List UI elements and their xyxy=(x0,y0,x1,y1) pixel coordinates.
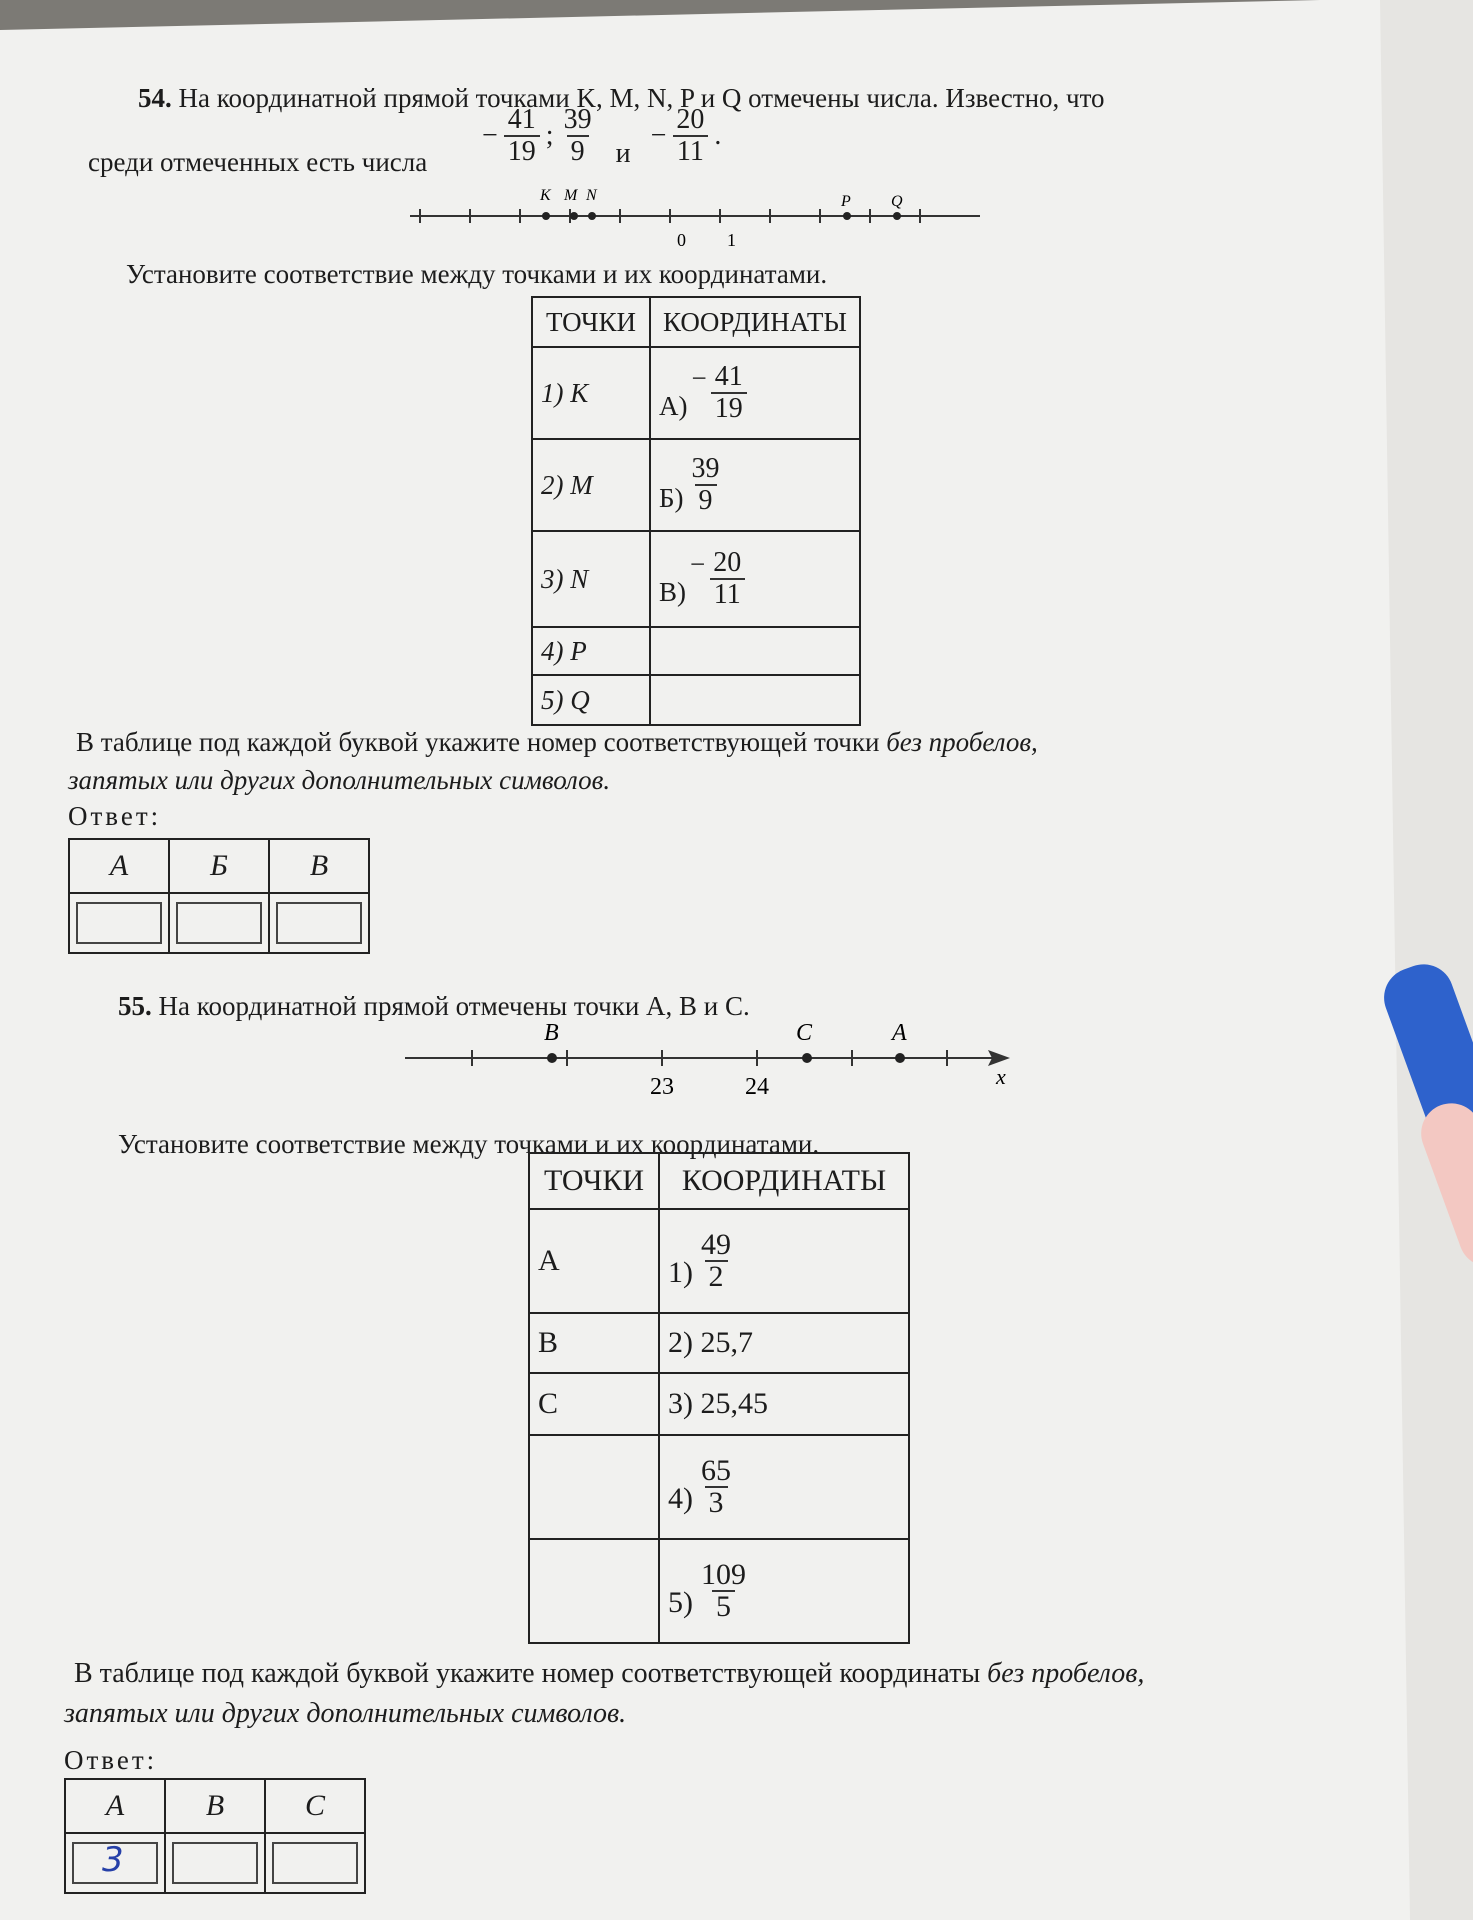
option-label: В) xyxy=(659,577,686,607)
label-23: 23 xyxy=(650,1074,674,1100)
label-24: 24 xyxy=(745,1074,769,1100)
frac2 xyxy=(560,105,596,167)
answer-cell[interactable] xyxy=(265,1833,365,1893)
table-row xyxy=(529,1435,909,1539)
frac3-num: 20 xyxy=(676,104,705,135)
answer-header-a: А xyxy=(69,839,169,893)
label-one: 1 xyxy=(727,230,736,250)
label-x: x xyxy=(996,1064,1006,1089)
header-points: ТОЧКИ xyxy=(532,297,650,347)
task54-note-line1 xyxy=(76,726,1038,758)
task55-statement xyxy=(118,990,750,1022)
answer-header-b: В xyxy=(165,1779,265,1833)
option-den: 3 xyxy=(705,1486,728,1518)
handwritten-answer: 3 xyxy=(102,1840,124,1880)
frac2-den: 9 xyxy=(567,135,589,167)
frac2-num: 39 xyxy=(563,104,592,135)
task54-text2: среди отмеченных есть числа xyxy=(88,147,428,177)
option-num: 20 xyxy=(713,547,742,578)
end-dot: . xyxy=(714,120,722,151)
option-den: 2 xyxy=(705,1260,728,1292)
answer-header-v: В xyxy=(269,839,369,893)
task55-answer-label: Ответ: xyxy=(64,1745,158,1775)
option-num: 41 xyxy=(714,361,743,392)
label-B: B xyxy=(544,1020,559,1046)
task54-number-line xyxy=(400,180,1000,260)
task55-text: На координатной прямой отмечены точки А, В и С. xyxy=(158,991,750,1021)
option-num: 39 xyxy=(691,453,720,484)
point-A xyxy=(895,1053,905,1063)
option-den: 9 xyxy=(695,484,717,516)
table-row xyxy=(532,627,860,675)
answer-box[interactable] xyxy=(72,1842,158,1884)
frac1 xyxy=(504,105,540,167)
task54-given-numbers xyxy=(482,102,721,170)
table-row xyxy=(529,1373,909,1435)
label-A: A xyxy=(892,1020,907,1046)
task54-number: 54. xyxy=(138,83,172,113)
label-C: C xyxy=(796,1020,813,1046)
option-den: 19 xyxy=(711,392,747,424)
table-row xyxy=(532,439,860,531)
point-P xyxy=(843,212,851,220)
label-M: M xyxy=(564,187,578,204)
frac1-num: 41 xyxy=(507,104,536,135)
option-label: 4) xyxy=(668,1482,693,1515)
point-B xyxy=(547,1053,557,1063)
note-italic: без пробелов, xyxy=(886,727,1038,757)
row-point: C xyxy=(529,1373,659,1435)
row-coord-empty xyxy=(650,675,860,725)
table-row xyxy=(529,1209,909,1313)
point-Q xyxy=(893,212,901,220)
header-coords: КООРДИНАТЫ xyxy=(650,297,860,347)
header-coords: КООРДИНАТЫ xyxy=(659,1153,909,1209)
point-C xyxy=(802,1053,812,1063)
point-N xyxy=(588,212,596,220)
option-label: 5) xyxy=(668,1586,693,1619)
frac1-sign: − xyxy=(482,120,498,151)
point-K xyxy=(542,212,550,220)
task55-number-line xyxy=(400,1020,1020,1120)
answer-cell[interactable] xyxy=(69,893,169,953)
option-value: 25,7 xyxy=(700,1326,753,1359)
task54-note-line2: запятых или других дополнительных символов. xyxy=(68,765,611,795)
table-row xyxy=(532,531,860,627)
answer-cell[interactable] xyxy=(165,1833,265,1893)
frac3-den: 11 xyxy=(673,135,708,167)
table-row xyxy=(529,1539,909,1643)
row-point: 5) Q xyxy=(532,675,650,725)
option-label: Б) xyxy=(659,483,684,513)
answer-header-a: А xyxy=(65,1779,165,1833)
option-den: 11 xyxy=(710,578,745,610)
answer-box[interactable] xyxy=(176,902,262,944)
row-point: 2) M xyxy=(532,439,650,531)
option-num: 49 xyxy=(701,1228,731,1261)
task54-text1: На координатной прямой точками K, M, N, P и Q отмечены числа. Известно, что xyxy=(178,83,1105,113)
frac3-sign: − xyxy=(650,120,667,151)
label-K: K xyxy=(540,187,551,204)
row-coord xyxy=(650,347,860,439)
answer-cell[interactable] xyxy=(269,893,369,953)
note-text: В таблице под каждой буквой укажите номер соответствующей координаты xyxy=(74,1658,981,1689)
option-den: 5 xyxy=(712,1590,735,1622)
row-coord xyxy=(659,1435,909,1539)
row-point: 4) P xyxy=(532,627,650,675)
option-label: 1) xyxy=(668,1256,693,1289)
frac1-den: 19 xyxy=(504,135,540,167)
answer-header-c: С xyxy=(265,1779,365,1833)
answer-box[interactable] xyxy=(272,1842,358,1884)
option-label: 3) xyxy=(668,1387,693,1420)
frac3 xyxy=(672,105,708,167)
table-row xyxy=(529,1313,909,1373)
row-point: A xyxy=(529,1209,659,1313)
option-num: 109 xyxy=(701,1558,746,1591)
header-points: ТОЧКИ xyxy=(529,1153,659,1209)
task55-answer-table xyxy=(64,1778,366,1894)
task55-instruction: Установите соответствие между точками и их координатами. xyxy=(118,1129,820,1159)
answer-box[interactable] xyxy=(76,902,162,944)
note-italic: без пробелов, xyxy=(987,1658,1145,1689)
task55-note-line1 xyxy=(74,1658,1144,1690)
table-row xyxy=(532,675,860,725)
row-coord xyxy=(659,1313,909,1373)
row-coord xyxy=(659,1539,909,1643)
answer-box[interactable] xyxy=(276,902,362,944)
option-label: 2) xyxy=(668,1326,693,1359)
row-coord-empty xyxy=(650,627,860,675)
answer-cell[interactable] xyxy=(65,1833,165,1893)
option-sign: − xyxy=(691,363,707,393)
option-value: 25,45 xyxy=(700,1387,768,1420)
option-num: 65 xyxy=(701,1454,731,1487)
row-coord xyxy=(659,1209,909,1313)
task54-answer-table xyxy=(68,838,370,954)
row-coord xyxy=(650,439,860,531)
point-M xyxy=(570,212,578,220)
row-point: 3) N xyxy=(532,531,650,627)
row-point xyxy=(529,1435,659,1539)
answer-box[interactable] xyxy=(172,1842,258,1884)
task54-answer-label: Ответ: xyxy=(68,801,162,831)
row-point: 1) K xyxy=(532,347,650,439)
label-zero: 0 xyxy=(677,230,686,250)
option-sign: − xyxy=(690,549,706,579)
label-Q: Q xyxy=(891,193,903,210)
label-N: N xyxy=(586,187,597,204)
task54-instruction: Установите соответствие между точками и их координатами. xyxy=(126,259,828,289)
answer-header-b: Б xyxy=(169,839,269,893)
option-label: А) xyxy=(659,391,688,421)
label-P: P xyxy=(841,193,851,210)
task55-number: 55. xyxy=(118,991,152,1021)
task55-note-line2: запятых или других дополнительных символов. xyxy=(64,1698,627,1729)
row-coord xyxy=(659,1373,909,1435)
separator: ; xyxy=(545,120,554,151)
answer-cell[interactable] xyxy=(169,893,269,953)
note-text: В таблице под каждой буквой укажите номер соответствующей точки xyxy=(76,727,880,757)
task55-match-table xyxy=(528,1152,910,1644)
and-word: и xyxy=(615,138,631,169)
table-row xyxy=(532,347,860,439)
row-point: B xyxy=(529,1313,659,1373)
row-point xyxy=(529,1539,659,1643)
row-coord xyxy=(650,531,860,627)
task54-match-table xyxy=(531,296,861,726)
